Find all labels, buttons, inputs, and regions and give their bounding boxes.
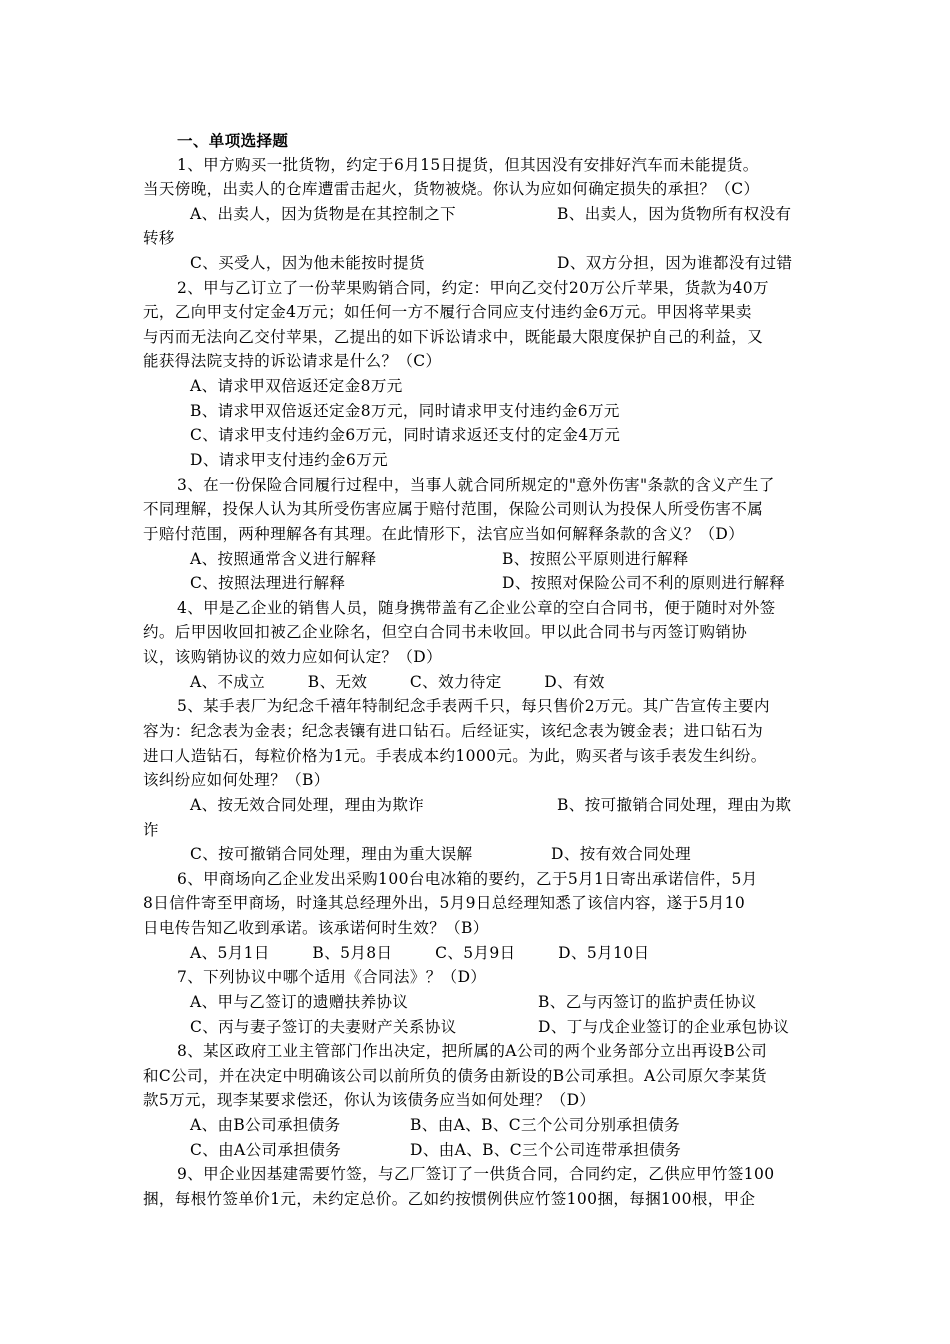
q8-option-c: C、由A公司承担债务: [190, 1141, 342, 1159]
q2-line-1: 2、甲与乙订立了一份苹果购销合同，约定：甲向乙交付20万公斤苹果，货款为40万: [177, 279, 769, 297]
q2-option-d: D、请求甲支付违约金6万元: [190, 451, 388, 469]
q6-line-1: 6、甲商场向乙企业发出采购100台电冰箱的要约，乙于5月1日寄出承诺信件，5月: [177, 870, 758, 888]
q3-option-a: A、按照通常含义进行解释: [190, 550, 377, 568]
q7-option-a: A、甲与乙签订的遗赠扶养协议: [190, 993, 409, 1011]
q3-line-2: 不同理解，投保人认为其所受伤害应属于赔付范围，保险公司则认为投保人所受伤害不属: [143, 500, 764, 518]
q2-line-2: 元，乙向甲支付定金4万元；如任何一方不履行合同应支付违约金6万元。甲因将苹果卖: [143, 303, 752, 321]
q6-line-3: 日电传告知乙收到承诺。该承诺何时生效？（B）: [143, 919, 489, 937]
q1-option-c: C、买受人，因为他未能按时提货: [190, 254, 425, 272]
q3-line-1: 3、在一份保险合同履行过程中，当事人就合同所规定的"意外伤害"条款的含义产生了: [177, 476, 775, 494]
q2-line-4: 能获得法院支持的诉讼请求是什么？（C）: [143, 352, 442, 370]
q7-line-1: 7、下列协议中哪个适用《合同法》？（D）: [177, 968, 487, 986]
q7-option-c: C、丙与妻子签订的夫妻财产关系协议: [190, 1018, 457, 1036]
q1-option-b-cont: 转移: [143, 229, 175, 247]
q9-line-2: 捆，每根竹签单价1元，未约定总价。乙如约按惯例供应竹签100捆，每捆100根，甲企: [143, 1190, 756, 1208]
q6-options: A、5月1日 B、5月8日 C、5月9日 D、5月10日: [190, 944, 650, 962]
q1-option-d: D、双方分担，因为谁都没有过错: [557, 254, 793, 272]
q9-line-1: 9、甲企业因基建需要竹签，与乙厂签订了一供货合同，合同约定，乙供应甲竹签100: [177, 1165, 775, 1183]
q5-line-1: 5、某手表厂为纪念千禧年特制纪念手表两千只，每只售价2万元。其广告宣传主要内: [177, 697, 770, 715]
q2-option-a: A、请求甲双倍返还定金8万元: [190, 377, 403, 395]
q3-option-c: C、按照法理进行解释: [190, 574, 346, 592]
q5-line-4: 该纠纷应如何处理？（B）: [143, 771, 330, 789]
q5-option-a: A、按无效合同处理，理由为欺诈: [190, 796, 425, 814]
q1-option-b: B、出卖人，因为货物所有权没有: [557, 205, 792, 223]
q7-option-b: B、乙与丙签订的监护责任协议: [538, 993, 757, 1011]
q5-option-b-cont: 诈: [143, 821, 159, 839]
q7-option-d: D、丁与戊企业签订的企业承包协议: [538, 1018, 790, 1036]
q6-line-2: 8日信件寄至甲商场，时逢其总经理外出，5月9日总经理知悉了该信内容，遂于5月10: [143, 894, 746, 912]
q2-line-3: 与丙而无法向乙交付苹果，乙提出的如下诉讼请求中，既能最大限度保护自己的利益，又: [143, 328, 764, 346]
section-heading: 一、单项选择题: [177, 131, 289, 150]
q1-line-2: 当天傍晚，出卖人的仓库遭雷击起火，货物被烧。你认为应如何确定损失的承担？（C）: [143, 180, 760, 198]
q8-line-2: 和C公司，并在决定中明确该公司以前所负的债务由新设的B公司承担。A公司原欠李某货: [143, 1067, 767, 1085]
q2-option-b: B、请求甲双倍返还定金8万元，同时请求甲支付违约金6万元: [190, 402, 620, 420]
q4-options: A、不成立 B、无效 C、效力待定 D、有效: [190, 673, 605, 691]
q4-line-2: 约。后甲因收回扣被乙企业除名，但空白合同书未收回。甲以此合同书与丙签订购销协: [143, 623, 748, 641]
q3-option-b: B、按照公平原则进行解释: [502, 550, 689, 568]
q8-line-3: 款5万元，现李某要求偿还，你认为该债务应当如何处理？（D）: [143, 1091, 596, 1109]
q3-line-3: 于赔付范围，两种理解各有其理。在此情形下，法官应当如何解释条款的含义？（D）: [143, 525, 745, 543]
q4-line-1: 4、甲是乙企业的销售人员，随身携带盖有乙企业公章的空白合同书，便于随时对外签: [177, 599, 776, 617]
q1-line-1: 1、甲方购买一批货物，约定于6月15日提货，但其因没有安排好汽车而未能提货。: [177, 156, 759, 174]
q5-option-c: C、按可撤销合同处理，理由为重大误解: [190, 845, 473, 863]
q8-line-1: 8、某区政府工业主管部门作出决定，把所属的A公司的两个业务部分立出再设B公司: [177, 1042, 768, 1060]
q2-option-c: C、请求甲支付违约金6万元，同时请求返还支付的定金4万元: [190, 426, 621, 444]
q8-option-a: A、由B公司承担债务: [190, 1116, 341, 1134]
q4-line-3: 议，该购销协议的效力应如何认定？（D）: [143, 648, 443, 666]
q5-option-b: B、按可撤销合同处理，理由为欺: [557, 796, 792, 814]
q8-option-b: B、由A、B、C三个公司分别承担债务: [410, 1116, 681, 1134]
q3-option-d: D、按照对保险公司不利的原则进行解释: [502, 574, 786, 592]
q8-option-d: D、由A、B、C三个公司连带承担债务: [410, 1141, 682, 1159]
q5-line-3: 进口人造钻石，每粒价格为1元。手表成本约1000元。为此，购买者与该手表发生纠纷。: [143, 747, 767, 765]
q5-option-d: D、按有效合同处理: [551, 845, 692, 863]
q1-option-a: A、出卖人，因为货物是在其控制之下: [190, 205, 456, 223]
q5-line-2: 容为：纪念表为金表；纪念表镶有进口钻石。后经证实，该纪念表为镀金表；进口钻石为: [143, 722, 764, 740]
